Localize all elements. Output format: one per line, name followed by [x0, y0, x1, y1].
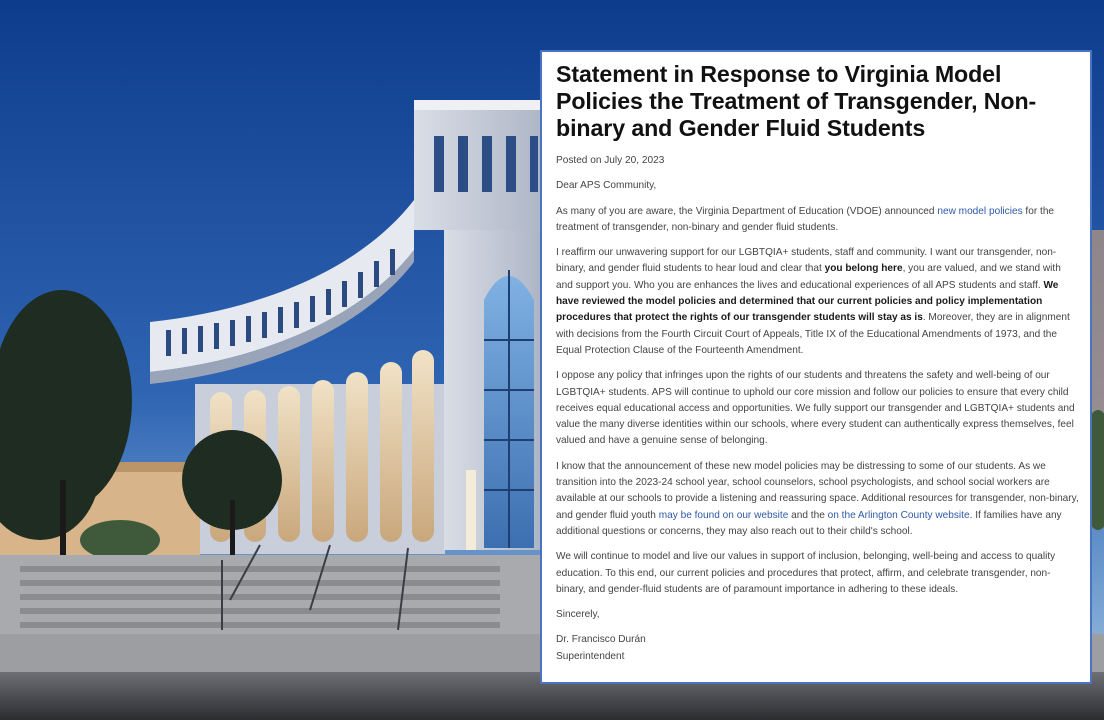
paragraph-3: I oppose any policy that infringes upon the rights of our students and threatens the safety and well-being of our LGBTQIA+ students. APS will continue to uphold our core mission and follow our policies to ensure that every child receives equal educational access and opportunities. We fully support our transgender and LGBTQIA+ students and value the many diverse identities within our schools, where every student can authentically express themselves, feel valued and have a genuine sense of belonging. — [556, 370, 1075, 447]
paragraph-2-text-c: . Moreover, they are in alignment with decisions from the Fourth Circuit Court of Appeals, Title IX of the Educational Amendments of 1973, and the Equal Protection Clause of the Fourteenth Amendment. — [556, 312, 1070, 356]
paragraph-2-text-a: I reaffirm our unwavering support for our LGBTQIA+ students, staff and community. I want our transgender, non-binary, and gender fluid students to hear loud and clear that — [556, 247, 1057, 275]
paragraph-1-text-a: As many of you are aware, the Virginia Department of Education (VDOE) announced — [556, 205, 938, 217]
statement-title: Statement in Response to Virginia Model Policies the Treatment of Transgender, Non-binary and Gender Fluid Students — [556, 61, 1037, 141]
signer-name: Dr. Francisco Durán — [556, 634, 646, 646]
posted-date: Posted on July 20, 2023 — [556, 155, 665, 166]
paragraph-2 — [556, 245, 1080, 359]
paragraph-4 — [556, 459, 1080, 540]
paragraph-5: We will continue to model and live our values in support of inclusion, belonging, well-being and access to quality education. To this end, our current policies and procedures that protect, affirm, and celebrate transgender, non-binary, and gender-fluid students are of paramount importance in adhering to these ideals. — [556, 551, 1056, 595]
statement-card — [540, 50, 1092, 684]
policy-decision-emphasis: We have reviewed the model policies and determined that our current policies and policy implementation procedures that protect the rights of our transgender students will stay as is — [556, 279, 1059, 324]
you-belong-here-emphasis: you belong here — [824, 263, 903, 275]
paragraph-4-text-b: and the — [788, 509, 828, 521]
paragraph-1 — [556, 204, 1080, 237]
paragraph-4-text-a: I know that the announcement of these new model policies may be distressing to some of our students. As we transition into the 2023-24 school year, school counselors, school psychologists, and school social workers are available at our schools to provide a listening and reassuring space. Additional resources for transgender, non-binary, and gender fluid youth — [556, 460, 1079, 521]
aps-website-link[interactable]: may be found on our website — [658, 509, 789, 521]
new-model-policies-link[interactable]: new model policies — [937, 205, 1023, 217]
paragraph-1-text-b: for the treatment of transgender, non-binary and gender fluid students. — [556, 205, 1055, 233]
signer-title: Superintendent — [556, 650, 625, 662]
greeting: Dear APS Community, — [556, 180, 657, 192]
arlington-county-website-link[interactable]: on the Arlington County website — [827, 509, 970, 521]
closing: Sincerely, — [556, 609, 600, 621]
paragraph-2-text-b: , you are valued, and we stand with and support you. Who you are enhances the lives and educational experiences of all APS students and staff. — [556, 263, 1061, 291]
paragraph-4-text-c: . If families have any additional questions or concerns, they may also reach out to their child's school. — [556, 509, 1062, 537]
